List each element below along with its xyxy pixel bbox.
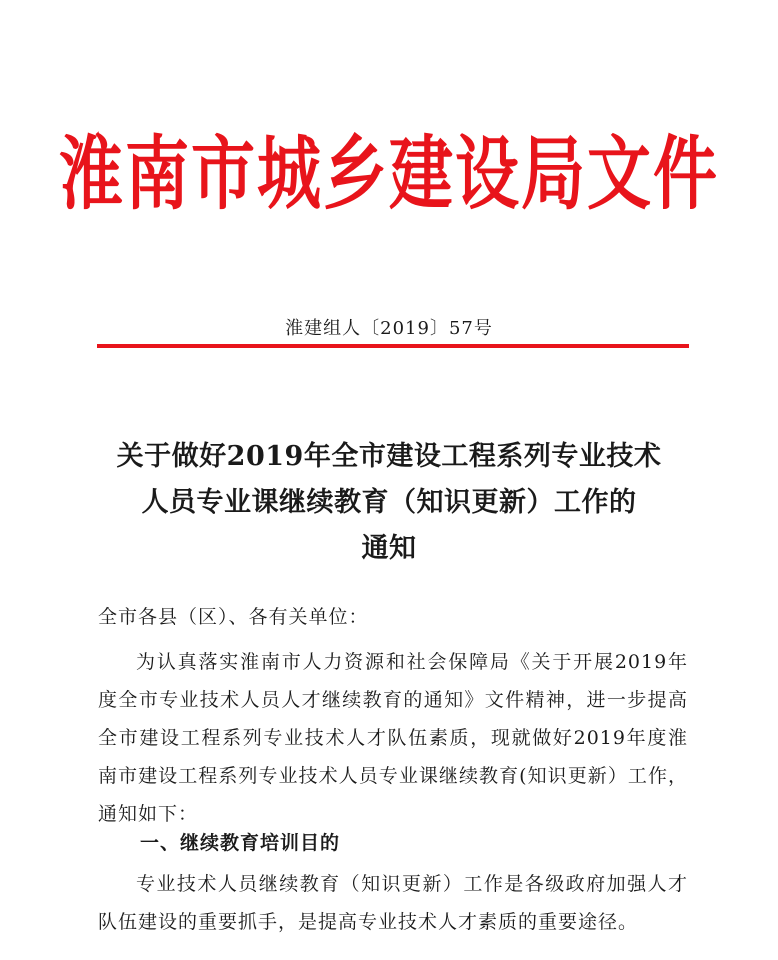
notice-title-line-1: 关于做好2019年全市建设工程系列专业技术	[116, 441, 662, 472]
notice-title-line-3: 通知	[361, 533, 417, 564]
notice-title-line-2: 人员专业课继续教育（知识更新）工作的	[141, 487, 637, 518]
red-divider-rule	[97, 344, 689, 348]
body-paragraph-1: 为认真落实淮南市人力资源和社会保障局《关于开展2019年度全市专业技术人员人才继续教育的通知》文件精神，进一步提高全市建设工程系列专业技术人才队伍素质，现就做好2019年度淮南市建设工程系列专业技术人员专业课继续教育(知识更新）工作，通知如下：	[98, 651, 688, 825]
section-heading-1: 一、继续教育培训目的	[140, 832, 341, 854]
masthead-title: 淮南市城乡建设局文件	[59, 127, 719, 222]
notice-title	[60, 434, 718, 572]
document-number: 淮建组人〔2019〕57号	[285, 318, 493, 339]
body-paragraph-2: 专业技术人员继续教育（知识更新）工作是各级政府加强人才队伍建设的重要抓手，是提高专业技术人才素质的重要途径。	[98, 873, 688, 933]
salutation: 全市各县（区）、各有关单位：	[98, 606, 369, 628]
